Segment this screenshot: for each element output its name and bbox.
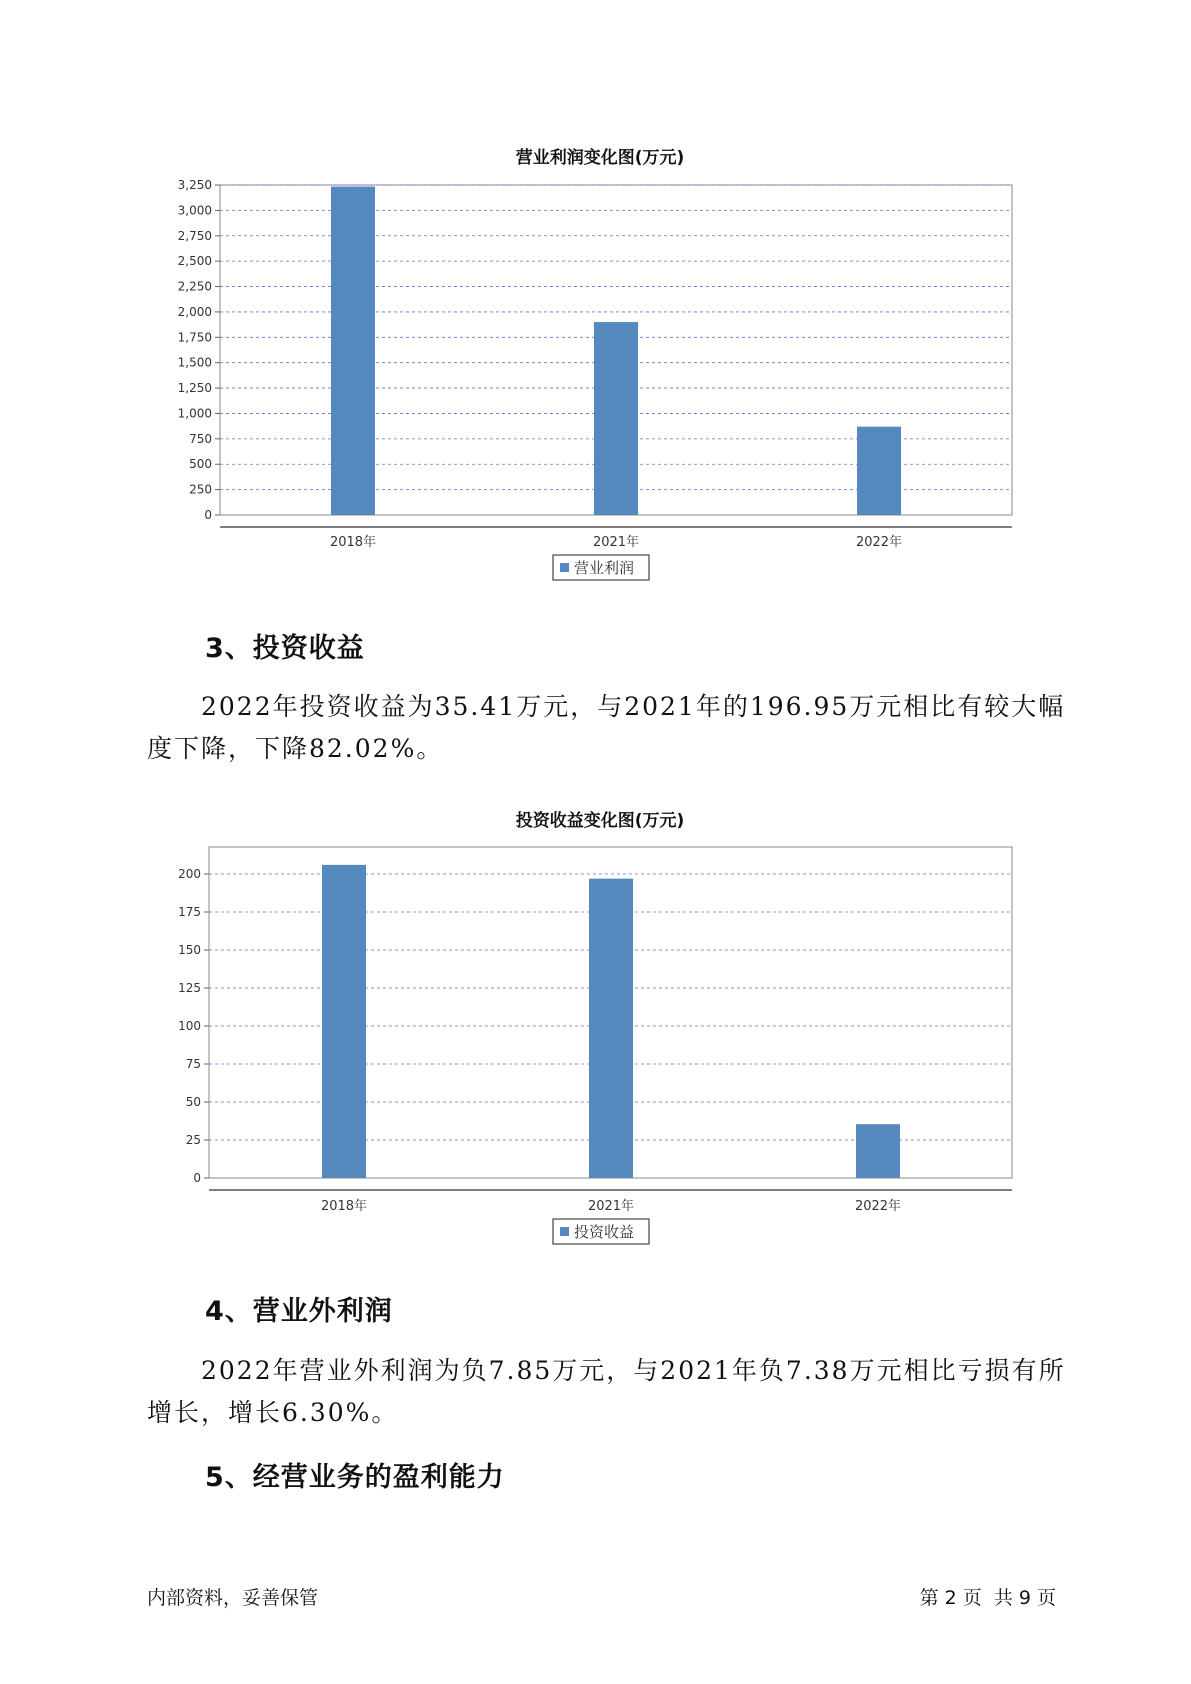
legend [553,1219,649,1244]
y-tick-label: 50 [185,1095,201,1109]
legend-label: 营业利润 [574,559,635,577]
x-tick-label: 2021年 [592,535,640,550]
y-tick-label: 2,250 [177,279,212,294]
y-tick-label: 3,250 [177,178,212,192]
investment-income-chart [0,830,1191,1250]
legend-swatch [560,1227,569,1236]
y-tick-label: 125 [178,981,201,995]
y-tick-label: 750 [189,431,212,446]
footer-confidential-note: 内部资料，妥善保管 [147,1587,319,1609]
y-tick-label: 150 [178,943,201,957]
section-5-heading: 5、经营业务的盈利能力 [205,1462,505,1493]
x-tick-label: 2018年 [329,535,377,550]
y-tick-label: 0 [204,508,212,522]
chart-title-operating-profit: 营业利润变化图(万元) [515,148,685,168]
y-tick-label: 200 [178,867,201,881]
y-tick-label: 100 [178,1019,201,1033]
bar-2021年 [594,322,638,515]
y-tick-label: 75 [185,1057,201,1071]
legend [553,555,649,580]
y-tick-label: 1,750 [177,330,212,345]
legend-label: 投资收益 [574,1223,635,1241]
bar-2022年 [856,1124,900,1178]
chart-title-investment-income: 投资收益变化图(万元) [515,811,685,831]
footer-page-number: 第 2 页 共 9 页 [919,1587,1056,1609]
y-tick-label: 2,000 [177,304,212,319]
y-tick-label: 1,250 [177,381,212,396]
operating-profit-chart [0,170,1191,590]
bar-2022年 [857,427,901,515]
y-tick-label: 250 [189,482,212,497]
bar-2021年 [589,879,633,1178]
y-tick-label: 2,750 [177,228,212,243]
section-3-text: 2022年投资收益为35.41万元，与2021年的196.95万元相比有较大幅度下降，下降82.02%。 [147,692,1066,763]
y-tick-label: 175 [178,905,201,919]
x-tick-label: 2022年 [854,1199,902,1214]
x-tick-label: 2022年 [855,535,903,550]
bar-2018年 [331,187,375,515]
y-tick-label: 1,500 [177,355,212,370]
legend-swatch [560,563,569,572]
section-3-heading: 3、投资收益 [205,633,365,664]
y-tick-label: 500 [189,457,212,472]
section-4-heading: 4、营业外利润 [205,1296,393,1327]
y-tick-label: 2,500 [177,254,212,269]
bar-2018年 [322,865,366,1178]
section-4-text: 2022年营业外利润为负7.85万元，与2021年负7.38万元相比亏损有所增长，增长6.30%。 [147,1356,1066,1427]
y-tick-label: 1,000 [177,406,212,421]
y-tick-label: 0 [193,1171,201,1185]
x-tick-label: 2021年 [587,1199,635,1214]
y-tick-label: 3,000 [177,203,212,218]
y-tick-label: 25 [185,1133,201,1147]
x-tick-label: 2018年 [320,1199,368,1214]
